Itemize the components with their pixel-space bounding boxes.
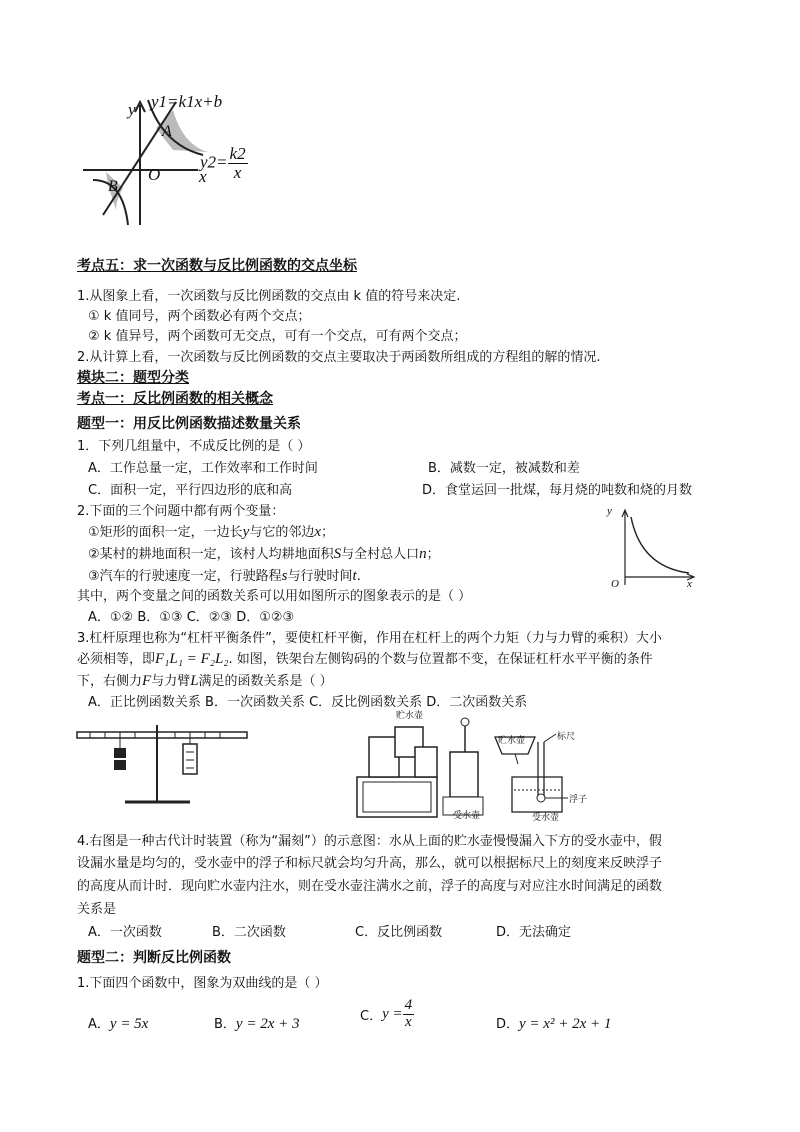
type-2-option-b: B．y = 2x + 3 — [214, 1016, 300, 1032]
question-2-item-1: ①矩形的面积一定，一边长y与它的邻边x； — [88, 524, 335, 540]
question-4-option-b: B．二次函数 — [212, 925, 286, 940]
graph-origin-label: O — [611, 578, 619, 590]
section-title-kaodian5: 考点五：求一次函数与反比例函数的交点坐标 — [77, 258, 357, 274]
type-2-option-c: C．y = $\frac{4}{x}$ — [360, 997, 413, 1030]
question-2-stem: 2.下面的三个问题中都有两个变量： — [77, 504, 285, 519]
point-b-label: B — [108, 178, 118, 195]
paragraph-2: 2.从计算上看，一次函数与反比例函数的交点主要取决于两函数所组成的方程组的解的情况. — [77, 350, 601, 365]
question-2-tail: 其中，两个变量之间的函数关系可以用如图所示的图象表示的是（ ） — [77, 589, 472, 604]
graph-y-label: y — [607, 505, 612, 517]
question-3-line-2: 必须相等，即F₁L₁ = F₂L₂. 如图，铁架台左侧钩码的个数与位置都不变，在保证杠杆水平平衡的条件 — [77, 651, 653, 667]
question-3-line-1: 3.杠杆原理也称为“杠杆平衡条件”，要使杠杆平衡，作用在杠杆上的两个力矩（力与力臂的乘积）大小 — [77, 631, 662, 646]
question-2-options: A．①② B．①③ C．②③ D．①②③ — [88, 610, 295, 625]
question-4-line-2: 设漏水量是均匀的，受水壶中的浮子和标尺就会均匀升高，那么，就可以根据标尺上的刻度来反映浮子 — [77, 856, 663, 871]
question-1-stem: 1．下列几组量中，不成反比例的是（ ） — [77, 439, 311, 454]
paragraph-1: 1.从图象上看，一次函数与反比例函数的交点由 k 值的符号来决定. — [77, 289, 461, 304]
question-3-line-3: 下，右侧力F与力臂L满足的函数关系是（ ） — [77, 673, 333, 689]
question-1-option-a: A．工作总量一定，工作效率和工作时间 — [88, 461, 318, 476]
type-2-option-a: A．y = 5x — [88, 1016, 149, 1032]
type-2-option-d: D．y = x² + 2x + 1 — [496, 1016, 612, 1032]
float-label: 浮子 — [569, 795, 588, 805]
question-3-options: A．正比例函数关系 B．一次函数关系 C．反比例函数关系 D．二次函数关系 — [88, 695, 528, 710]
graph-x-label: x — [687, 578, 692, 590]
section-title-kaodian1: 考点一：反比例函数的相关概念 — [77, 391, 273, 407]
question-4-option-c: C．反比例函数 — [355, 925, 443, 940]
ruler-label: 标尺 — [557, 732, 576, 742]
question-1-option-d: D．食堂运回一批煤，每月烧的吨数和烧的月数 — [422, 483, 693, 498]
question-4-line-1: 4.右图是一种古代计时装置（称为“漏刻”）的示意图：水从上面的贮水壶慢慢漏入下方的受水壶中，假 — [77, 834, 662, 849]
question-4-option-a: A．一次函数 — [88, 925, 162, 940]
module-title: 模块二：题型分类 — [77, 370, 189, 386]
paragraph-1b: ② k 值异号，两个函数可无交点，可有一个交点，可有两个交点； — [88, 329, 467, 344]
question-1-option-b: B．减数一定，被减数和差 — [428, 461, 580, 476]
point-a-label: A — [162, 123, 172, 140]
clepsydra-drawing-2 — [490, 712, 600, 822]
question-4-line-3: 的高度从而计时．现向贮水壶内注水，则在受水壶注满水之前，浮子的高度与对应注水时间满足的函数 — [77, 879, 663, 894]
question-4-line-4: 关系是 — [77, 902, 117, 917]
question-type-title-1: 题型一：用反比例函数描述数量关系 — [77, 416, 301, 432]
question-4-option-d: D．无法确定 — [496, 925, 572, 940]
lever-figure — [75, 720, 255, 810]
question-1-option-c: C．面积一定，平行四边形的底和高 — [88, 483, 293, 498]
line-equation: y1=k1x+b — [151, 92, 223, 111]
question-type-title-2: 题型二：判断反比例函数 — [77, 950, 231, 966]
receive-pot-label: 受水壶 — [453, 811, 481, 821]
clepsydra-drawing-1 — [355, 712, 485, 822]
receive-pot-label-2: 受水壶 — [532, 813, 560, 823]
origin-label: O — [148, 165, 161, 184]
axis-y-label: y — [128, 100, 136, 119]
store-pot-label-2: 贮水壶 — [498, 736, 526, 746]
axis-x-label: x — [199, 167, 207, 186]
question-2-item-2: ②某村的耕地面积一定，该村人均耕地面积S与全村总人口n； — [88, 546, 440, 562]
type-2-question-1-stem: 1.下面四个函数中，图象为双曲线的是（ ） — [77, 976, 328, 991]
question-2-item-3: ③汽车的行驶速度一定，行驶路程s与行驶时间t. — [88, 568, 361, 584]
store-pot-label: 贮水壶 — [396, 711, 424, 721]
hyperbola-equation: y2= $\frac{k2}{x}$ — [200, 144, 246, 182]
paragraph-1a: ① k 值同号，两个函数必有两个交点； — [88, 309, 311, 324]
